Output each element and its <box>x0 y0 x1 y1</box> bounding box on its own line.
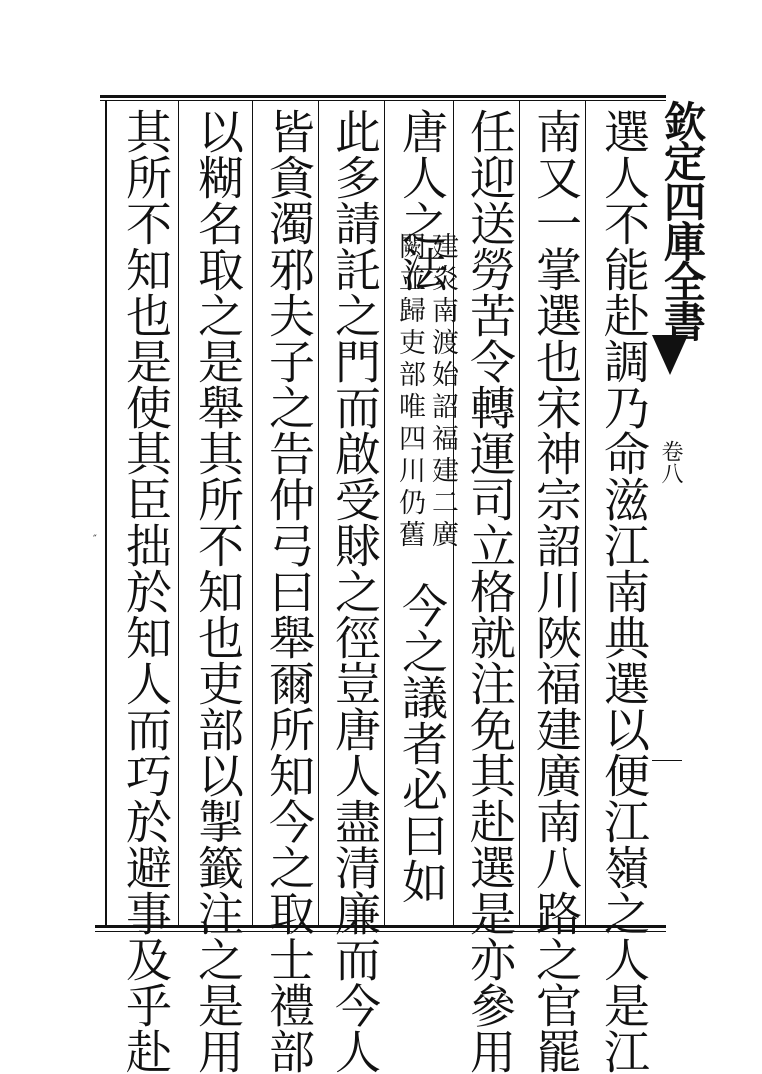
text-column-1 <box>592 108 656 1074</box>
fishtail-mark <box>652 335 688 375</box>
column-text: 以糊名取之是舉其所不知也吏部以掣籤注之是用 <box>191 108 245 1074</box>
note-right-line: 建炎南渡始詔福建二廣 <box>427 232 458 552</box>
edge-rule <box>652 760 682 761</box>
column-text: 選人不能赴調乃命滋江南典選以便江嶺之人是江 <box>597 108 651 1074</box>
column-rule <box>252 100 253 926</box>
note-left-line: 闕並歸吏部唯四川仍舊 <box>394 232 425 552</box>
column-text: 其所不知也是使其臣拙於知人而巧於避事及乎赴 <box>119 108 173 1074</box>
column-text: 此多請託之門而啟受賕之徑豈唐人盡清廉而今人 <box>328 108 382 1074</box>
juan-label: 卷八 <box>658 440 683 484</box>
column-text: 南又一掌選也宋神宗詔川陜福建廣南八路之官罷 <box>529 108 583 1074</box>
column-text-after-note: 今之議者必曰如 <box>395 582 449 904</box>
text-column-8 <box>114 108 178 1074</box>
frame-left-rule <box>105 100 107 926</box>
column-text: 皆貪濁邪夫子之告仲弓曰舉爾所知今之取士禮部 <box>262 108 316 1074</box>
book-title: 欽定四庫全書 <box>658 100 707 340</box>
text-column-7 <box>186 108 250 1074</box>
text-column-2 <box>524 108 588 1074</box>
ink-speck: ˝ <box>92 535 97 546</box>
column-rule <box>178 100 179 926</box>
column-text: 任迎送勞苦令轉運司立格就注免其赴選是亦參用 <box>463 108 517 1074</box>
frame-top-rule <box>100 95 666 98</box>
column-text-before-note: 唐人之法 <box>395 108 449 292</box>
text-column-6 <box>257 108 321 1074</box>
text-column-3 <box>458 108 522 1074</box>
frame-top-rule-inner <box>100 100 666 101</box>
text-column-5 <box>323 108 387 1074</box>
